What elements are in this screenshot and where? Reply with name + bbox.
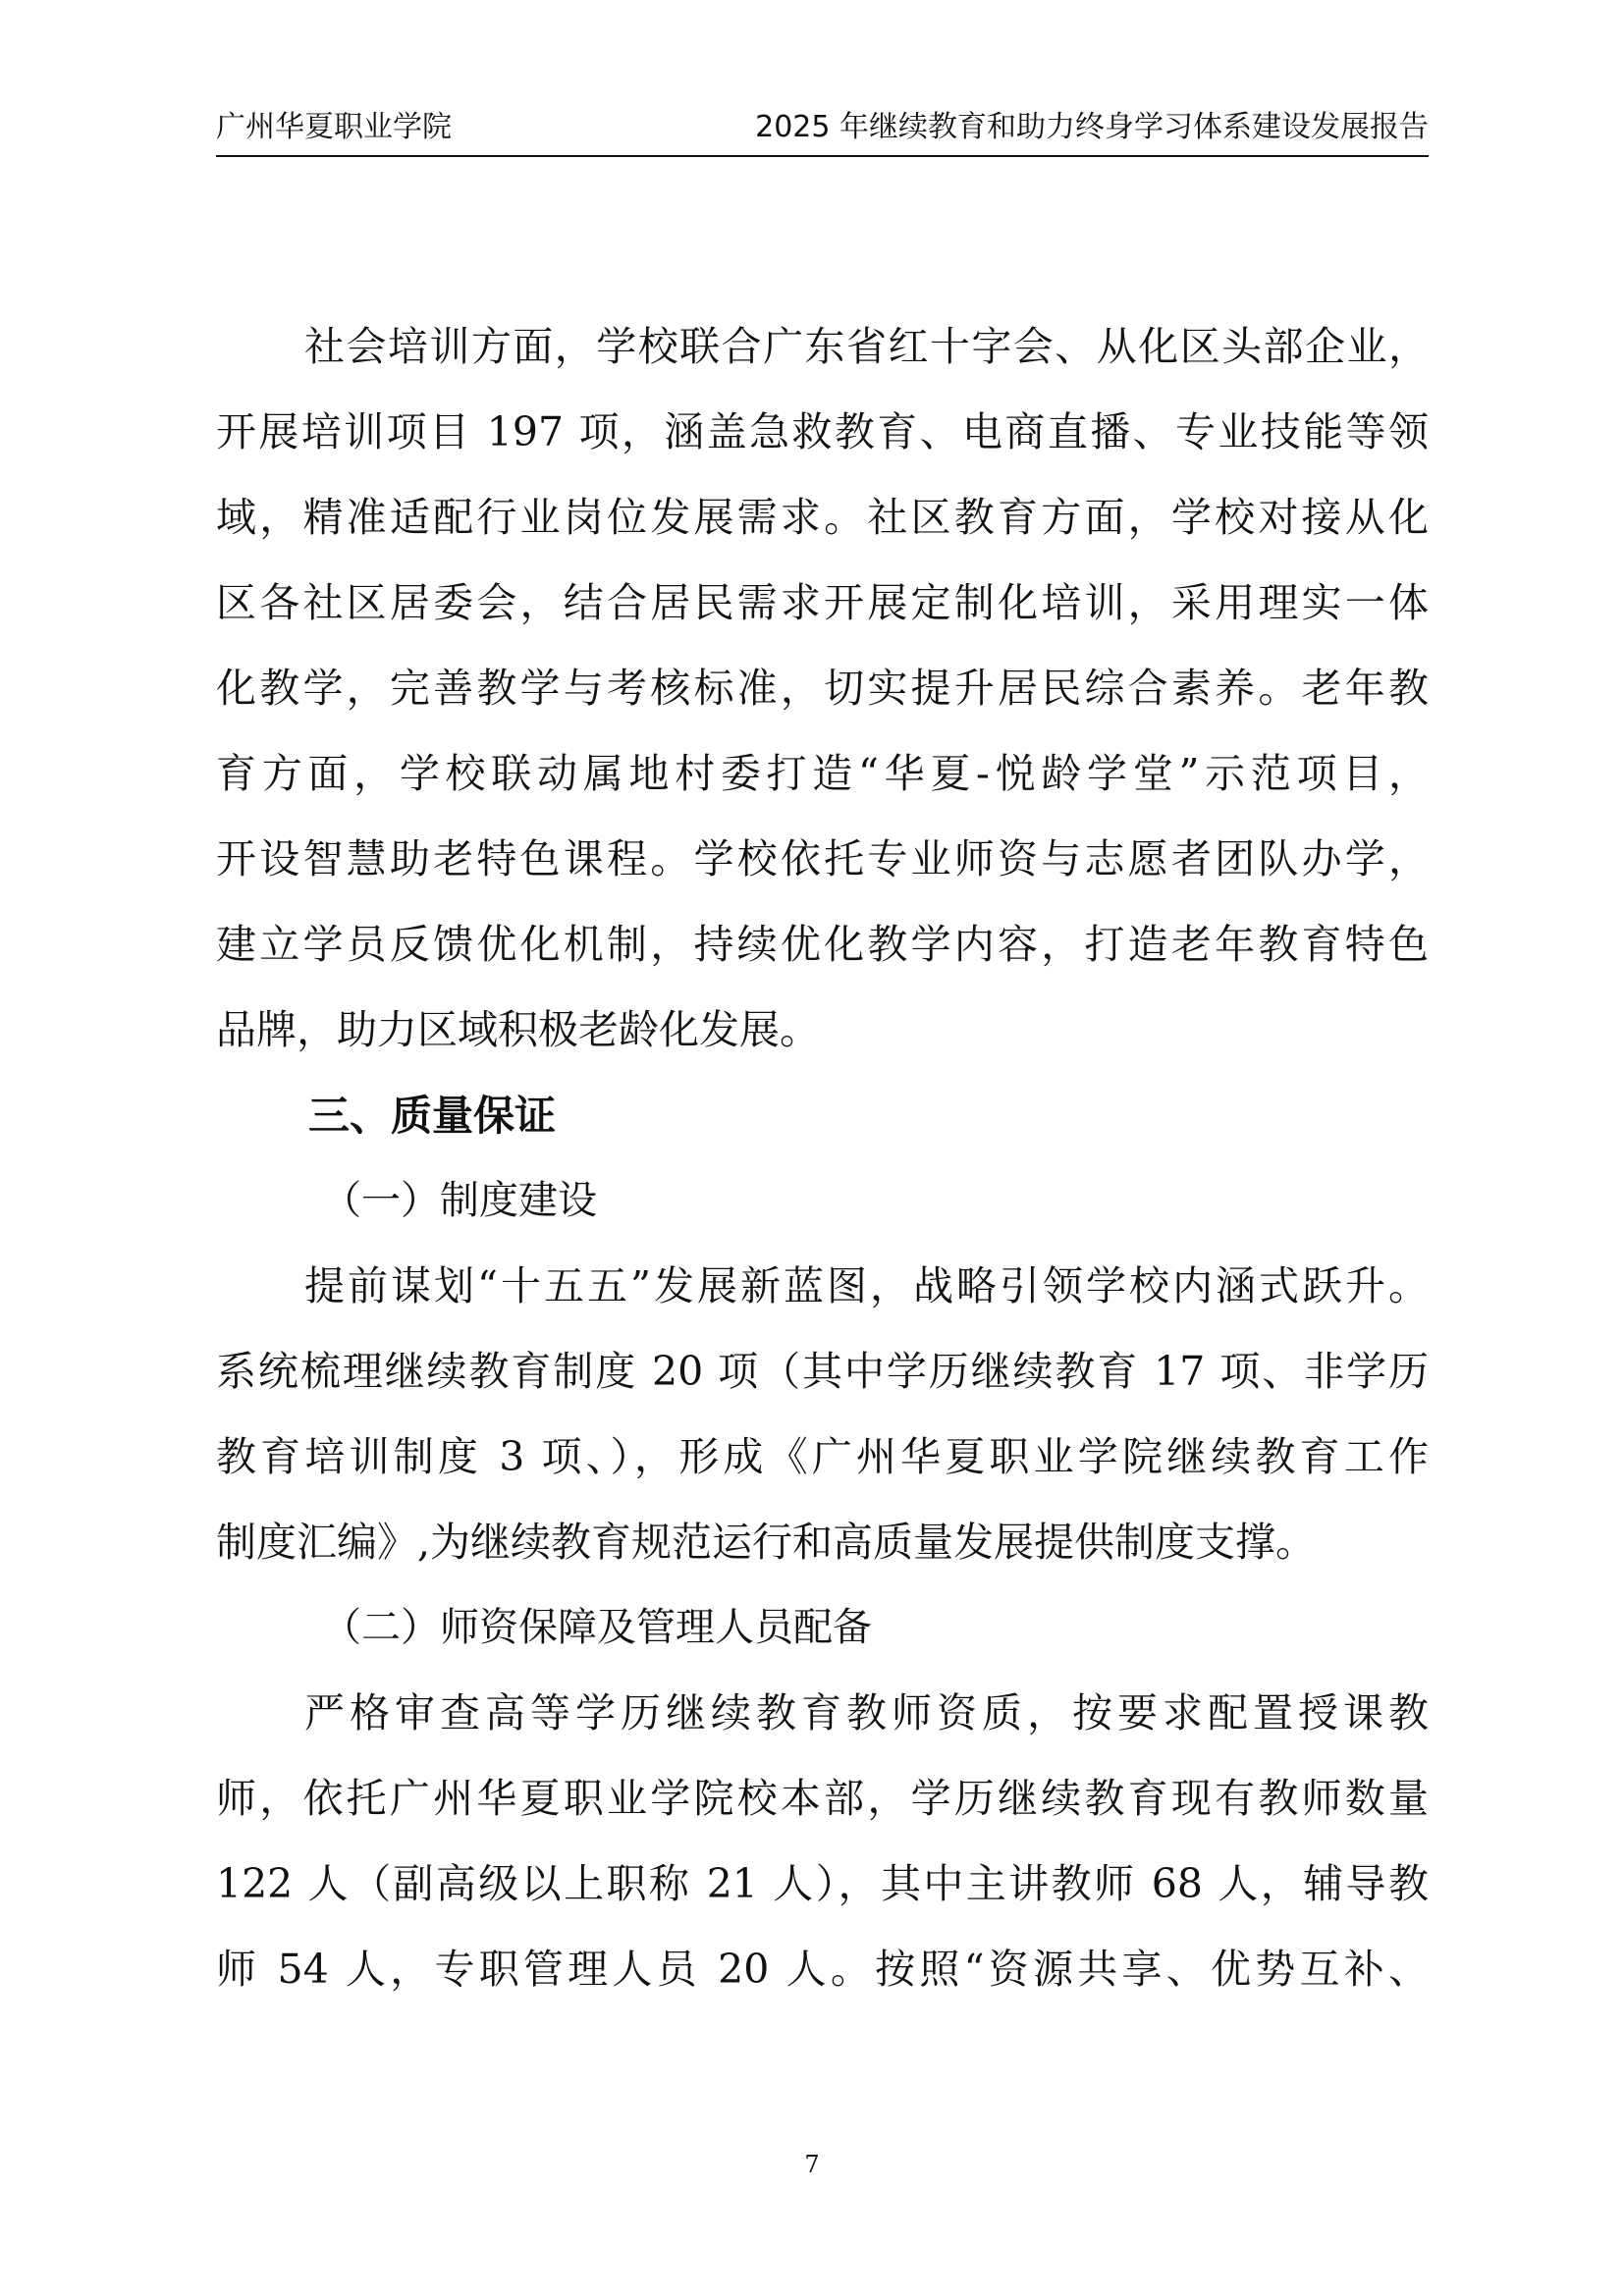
paragraph-system-construction [216, 1244, 1429, 1585]
text-line: 社会培训方面，学校联合广东省红十字会、从化区头部企业， [304, 323, 1429, 370]
text-line: 建立学员反馈优化机制，持续优化教学内容，打造老年教育特色 [216, 921, 1429, 968]
paragraph-faculty-staffing [216, 1671, 1429, 2012]
text-line: 制度汇编》,为继续教育规范运行和高质量发展提供制度支撑。 [216, 1519, 1317, 1566]
text-line: 域，精准适配行业岗位发展需求。社区教育方面，学校对接从化 [216, 494, 1429, 541]
page-number: 7 [804, 2151, 820, 2178]
text-line: 师 54 人，专职管理人员 20 人。按照“资源共享、优势互补、 [216, 1946, 1429, 1993]
page-header [216, 108, 1429, 157]
text-line: 提前谋划“十五五”发展新蓝图，战略引领学校内涵式跃升。 [304, 1262, 1429, 1309]
header-report-title: 2025 年继续教育和助力终身学习体系建设发展报告 [755, 110, 1429, 144]
text-line: 严格审查高等学历继续教育教师资质，按要求配置授课教 [304, 1689, 1429, 1736]
text-line: 122 人（副高级以上职称 21 人），其中主讲教师 68 人，辅导教 [216, 1860, 1429, 1907]
text-line: 品牌，助力区域积极老龄化发展。 [216, 1006, 820, 1053]
text-line: 师，依托广州华夏职业学院校本部，学历继续教育现有教师数量 [216, 1775, 1429, 1822]
section-heading-quality-assurance: 三、质量保证 [308, 1092, 557, 1140]
text-line: 开设智慧助老特色课程。学校依托专业师资与志愿者团队办学， [216, 835, 1429, 882]
text-line: 区各社区居委会，结合居民需求开展定制化培训，采用理实一体 [216, 579, 1429, 626]
page-content [216, 304, 1429, 2012]
text-line: 开展培训项目 197 项，涵盖急救教育、电商直播、专业技能等领 [216, 408, 1429, 455]
paragraph-social-training [216, 304, 1429, 1073]
text-line: 育方面，学校联动属地村委打造“华夏-悦龄学堂”示范项目， [216, 750, 1429, 797]
subsection-heading-faculty-staffing: （二）师资保障及管理人员配备 [322, 1605, 872, 1650]
text-line: 化教学，完善教学与考核标准，切实提升居民综合素养。老年教 [216, 665, 1429, 712]
text-line: 系统梳理继续教育制度 20 项（其中学历继续教育 17 项、非学历 [216, 1348, 1429, 1395]
text-line: 教育培训制度 3 项、），形成《广州华夏职业学院继续教育工作 [216, 1433, 1429, 1480]
header-institution-name: 广州华夏职业学院 [216, 110, 452, 144]
subsection-heading-system-construction: （一）制度建设 [322, 1178, 597, 1223]
